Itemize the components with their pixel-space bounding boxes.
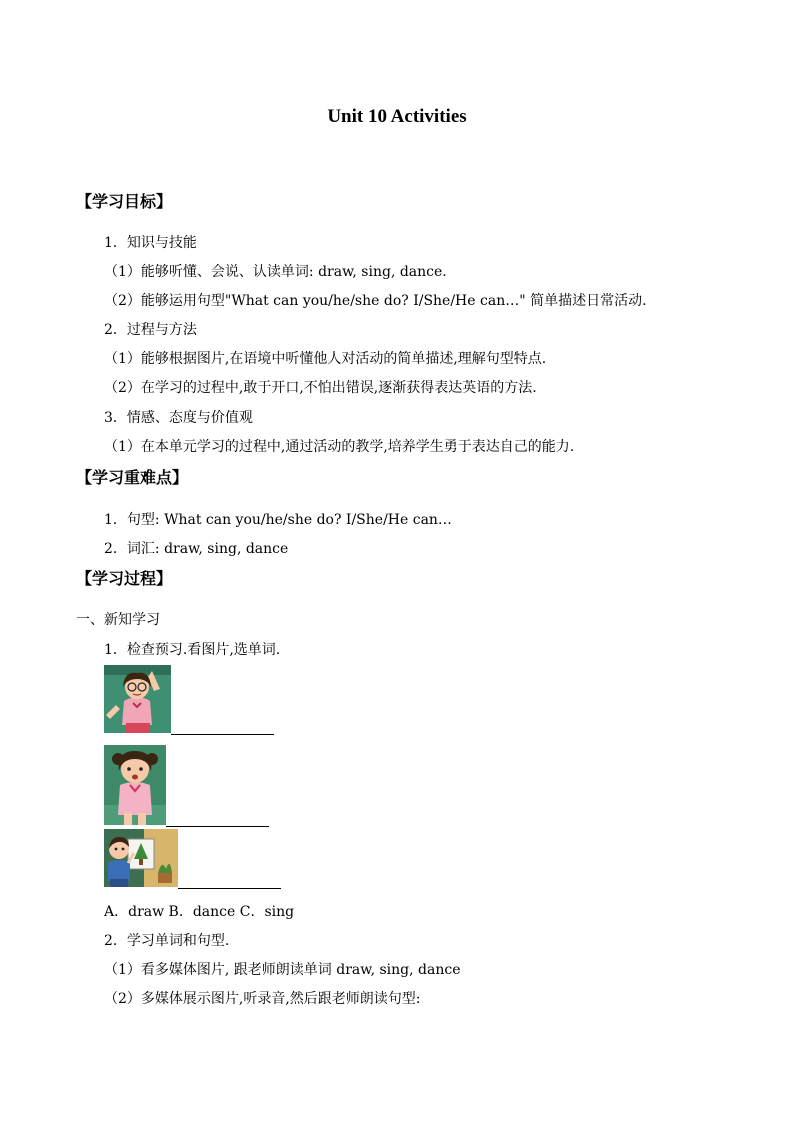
step-2-2: （2）多媒体展示图片,听录音,然后跟老师朗读句型:	[104, 991, 421, 1007]
objectives-heading: 【学习目标】	[76, 192, 173, 211]
girl-singing-illustration	[104, 745, 166, 825]
objective-1-2: （2）能够运用句型"What can you/he/she do? I/She/He can…" 简单描述日常活动.	[104, 293, 647, 309]
objective-1: 1．知识与技能	[104, 235, 197, 251]
process-heading: 【学习过程】	[76, 569, 173, 588]
answer-blank-2[interactable]	[166, 826, 269, 827]
boy-drawing-illustration	[104, 829, 178, 887]
objective-1-1: （1）能够听懂、会说、认读单词: draw, sing, dance.	[104, 264, 447, 280]
objective-2-1: （1）能够根据图片,在语境中听懂他人对活动的简单描述,理解句型特点.	[104, 351, 547, 367]
answer-options: A．draw B．dance C．sing	[104, 904, 295, 920]
key-point-2: 2．词汇: draw, sing, dance	[104, 541, 289, 557]
part-1-label: 一、新知学习	[76, 612, 160, 628]
objective-3-1: （1）在本单元学习的过程中,通过活动的教学,培养学生勇于表达自己的能力.	[104, 439, 575, 455]
girl-dancing-illustration	[104, 665, 171, 733]
step-2: 2．学习单词和句型.	[104, 933, 230, 949]
objective-2: 2．过程与方法	[104, 322, 197, 338]
key-points-heading: 【学习重难点】	[76, 468, 189, 487]
answer-blank-1[interactable]	[171, 734, 274, 735]
step-1: 1．检查预习.看图片,选单词.	[104, 642, 281, 658]
key-point-1: 1．句型: What can you/he/she do? I/She/He can…	[104, 512, 452, 528]
objective-2-2: （2）在学习的过程中,敢于开口,不怕出错误,逐渐获得表达英语的方法.	[104, 380, 537, 396]
page-title: Unit 10 Activities	[327, 106, 467, 127]
objective-3: 3．情感、态度与价值观	[104, 410, 253, 426]
answer-blank-3[interactable]	[178, 888, 281, 889]
step-2-1: （1）看多媒体图片, 跟老师朗读单词 draw, sing, dance	[104, 962, 461, 978]
